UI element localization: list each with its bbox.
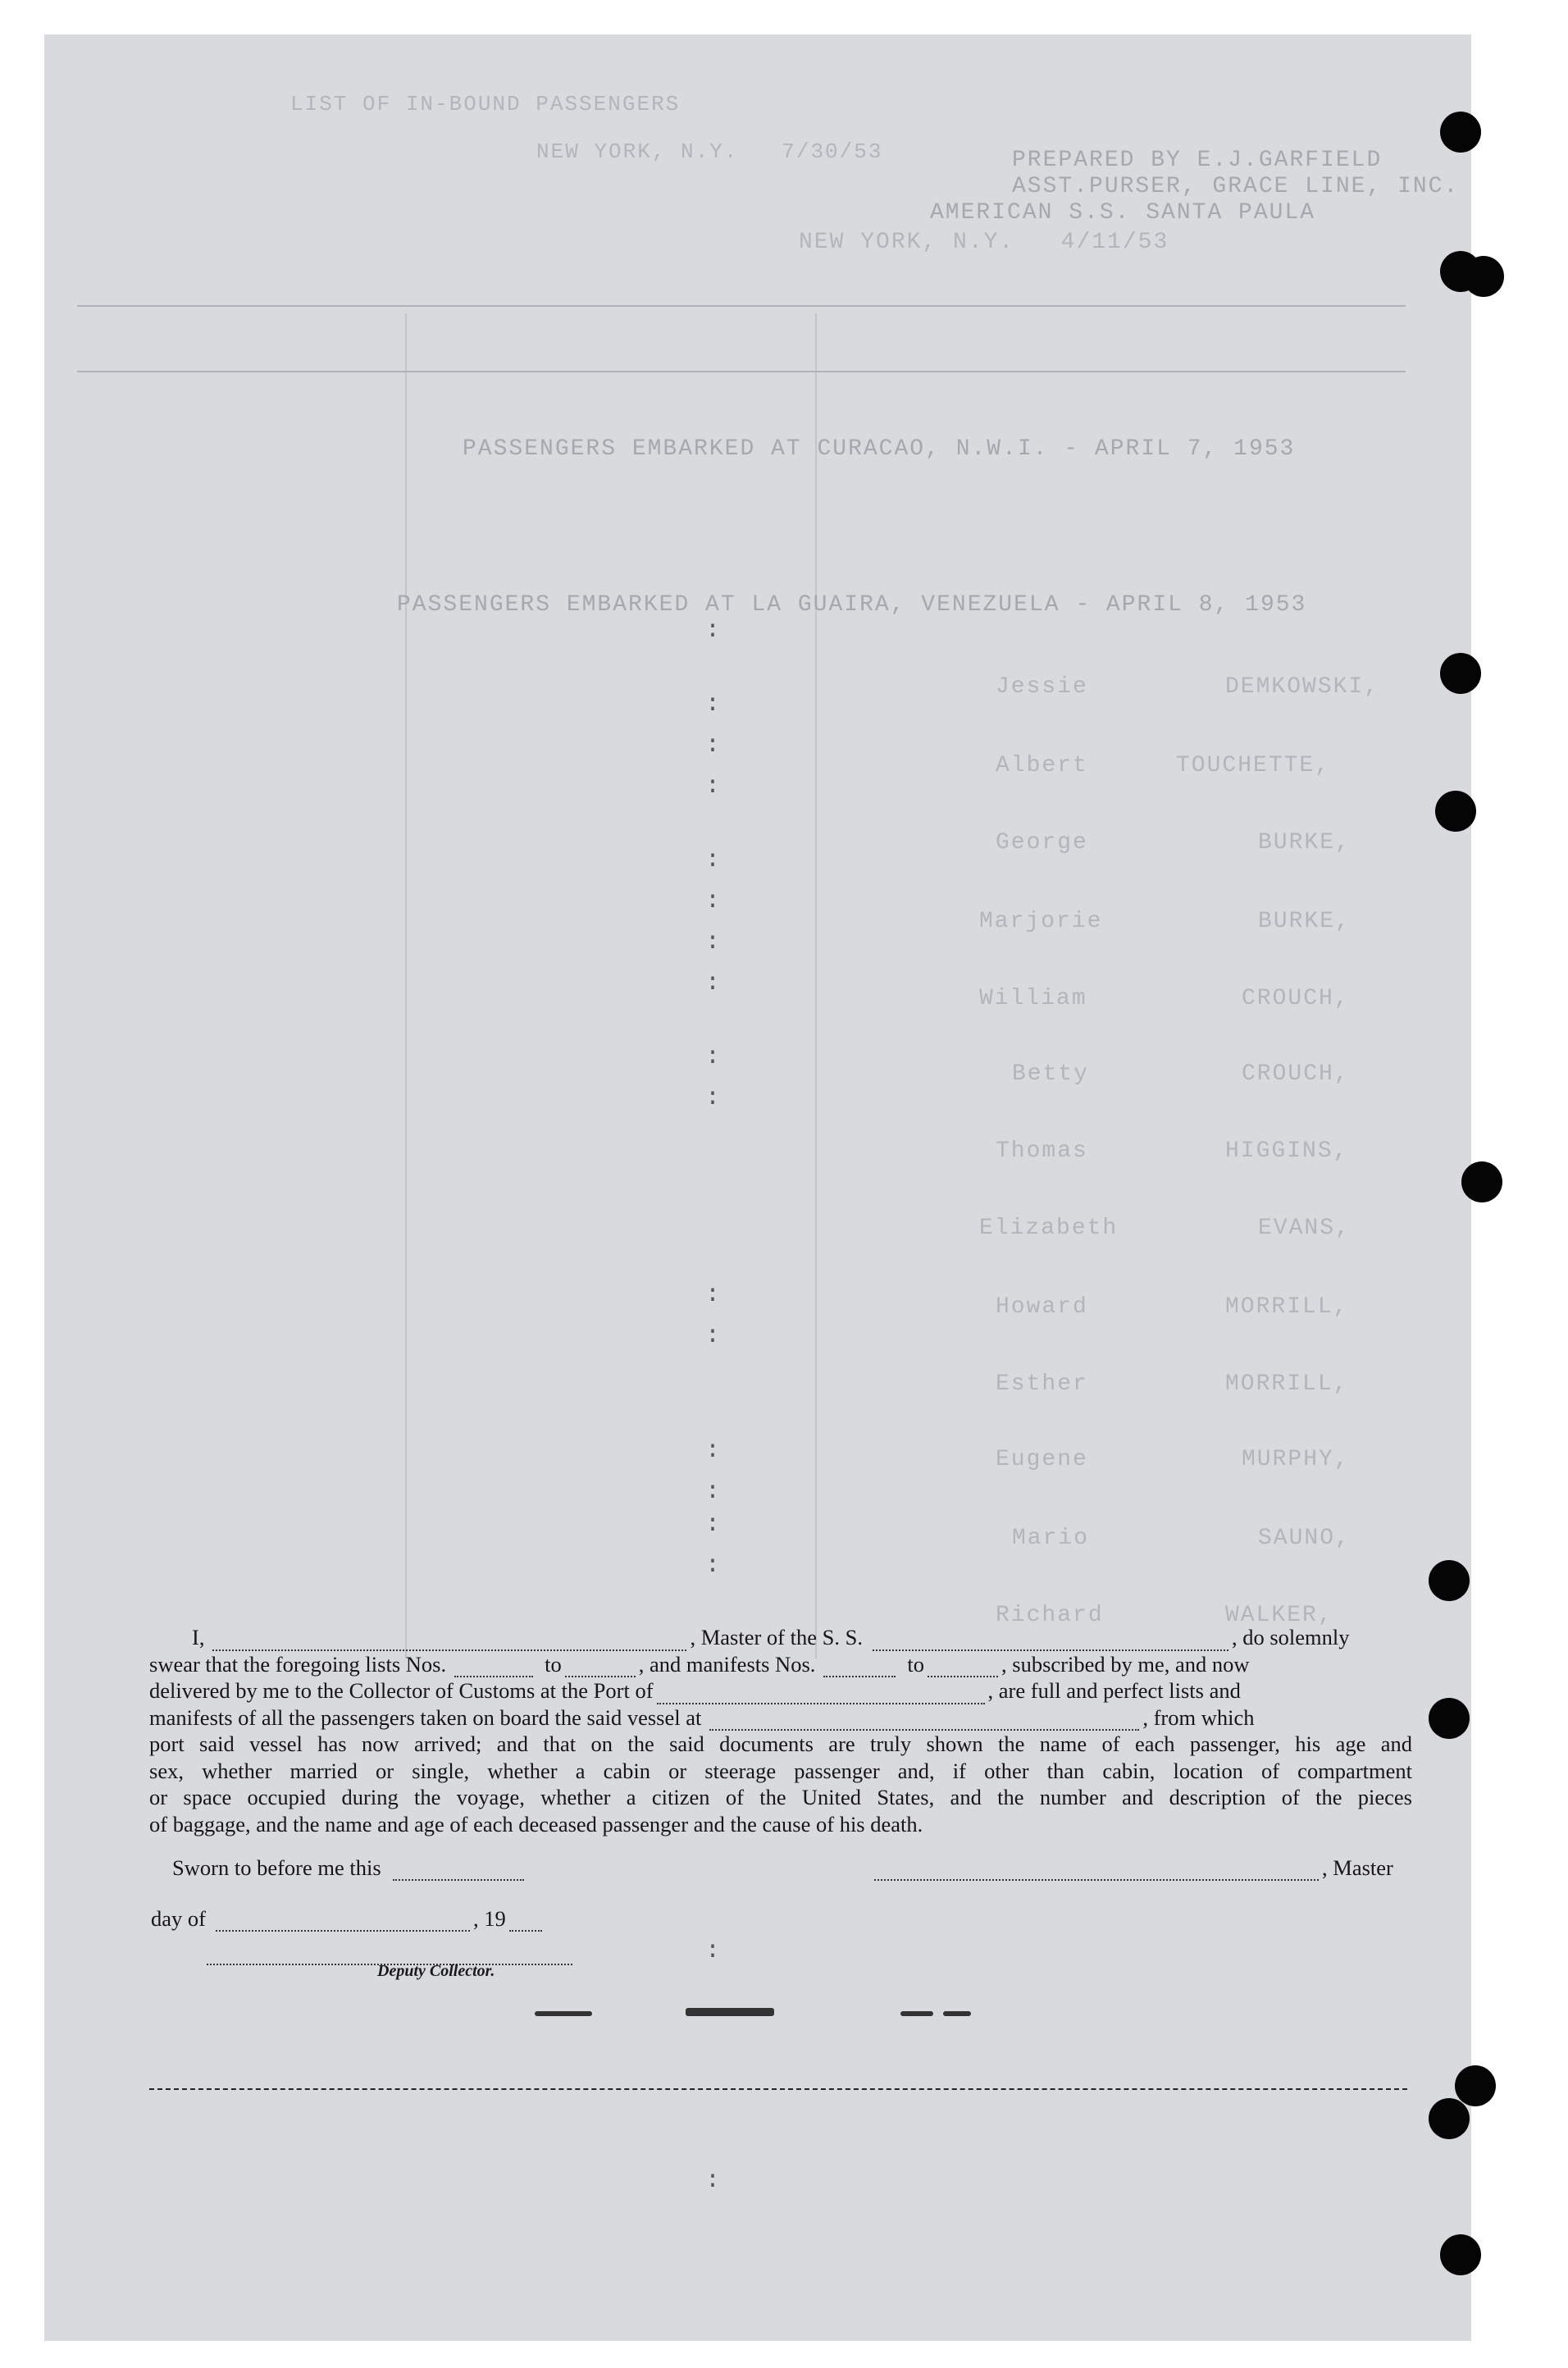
oath-text: , Master of the S. S. — [690, 1625, 863, 1649]
manifest-sheet — [44, 34, 1471, 2341]
colon-mark: : — [705, 1043, 721, 1071]
master-oath — [149, 1624, 1412, 1837]
ink-smudge — [686, 2008, 774, 2016]
day-blank[interactable] — [216, 1912, 470, 1932]
passenger-surname: BURKE, — [1258, 830, 1351, 855]
section-heading-2: PASSENGERS EMBARKED AT LA GUAIRA, VENEZUELA - APRIL 8, 1953 — [397, 592, 1307, 618]
day-line — [151, 1906, 545, 1932]
passenger-given: George — [996, 830, 1088, 855]
oath-text: , and manifests Nos. — [638, 1651, 816, 1677]
passenger-surname: EVANS, — [1258, 1216, 1351, 1241]
sworn-label: Sworn to before me this — [172, 1855, 381, 1880]
passenger-given: Richard — [996, 1603, 1104, 1628]
passenger-given: Elizabeth — [979, 1216, 1119, 1241]
passenger-given: Albert — [996, 753, 1088, 778]
colon-mark: : — [705, 970, 721, 997]
colon-mark: : — [705, 2167, 721, 2195]
colon-mark: : — [705, 1937, 721, 1965]
passenger-given: Betty — [1012, 1061, 1090, 1087]
punch-hole — [1440, 112, 1481, 153]
oath-text: sex, whether married or single, whether a cabin or steerage passenger and, if other than cabin, location of compartment — [149, 1758, 1412, 1783]
column-divider-1 — [405, 313, 407, 1659]
oath-text: delivered by me to the Collector of Customs at the Port of — [149, 1678, 654, 1703]
ink-smudge — [900, 2011, 933, 2016]
passenger-surname: HIGGINS, — [1225, 1138, 1349, 1164]
punch-hole — [1463, 256, 1504, 297]
passenger-surname: MURPHY, — [1242, 1447, 1350, 1472]
colon-mark: : — [705, 1281, 721, 1309]
punch-hole — [1455, 2065, 1496, 2106]
manifest-to-blank[interactable] — [928, 1658, 998, 1677]
day-of-label: day of — [151, 1906, 206, 1931]
passenger-given: Marjorie — [979, 909, 1103, 934]
punch-hole — [1440, 2234, 1481, 2275]
deputy-collector-label: Deputy Collector. — [377, 1962, 495, 1980]
oath-text: manifests of all the passengers taken on board the said vessel at — [149, 1704, 702, 1730]
passenger-surname: CROUCH, — [1242, 986, 1350, 1011]
section-heading-1: PASSENGERS EMBARKED AT CURACAO, N.W.I. - APRIL 7, 1953 — [463, 436, 1296, 462]
embark-port-blank[interactable] — [709, 1711, 1139, 1731]
passenger-given: Mario — [1012, 1526, 1090, 1551]
passenger-given: Thomas — [996, 1138, 1088, 1164]
oath-text: or space occupied during the voyage, whether a citizen of the United States, and the number and description of the pieces — [149, 1785, 1412, 1809]
punch-hole — [1429, 2098, 1470, 2139]
oath-line-1 — [149, 1624, 1412, 1651]
port-blank[interactable] — [657, 1685, 985, 1704]
colon-mark: : — [705, 1552, 721, 1580]
oath-line-3 — [149, 1677, 1412, 1704]
year-blank[interactable] — [509, 1912, 542, 1932]
oath-line-2 — [149, 1651, 1412, 1678]
master-label: , Master — [1322, 1855, 1393, 1880]
punch-hole — [1461, 1161, 1502, 1202]
oath-text: to — [545, 1651, 562, 1677]
header-line-1: LIST OF IN-BOUND PASSENGERS — [290, 92, 681, 116]
list-from-blank[interactable] — [454, 1658, 533, 1677]
colon-mark: : — [705, 1084, 721, 1112]
year-label: , 19 — [472, 1906, 506, 1931]
header-line-5: AMERICAN S.S. SANTA PAULA — [930, 200, 1316, 226]
passenger-surname: BURKE, — [1258, 909, 1351, 934]
passenger-given: Esther — [996, 1371, 1088, 1397]
sworn-line — [172, 1855, 527, 1881]
colon-mark: : — [705, 617, 721, 645]
passenger-surname: MORRILL, — [1225, 1294, 1349, 1320]
column-header-rule — [77, 371, 1406, 372]
master-signature-blank[interactable] — [874, 1861, 1319, 1881]
master-name-blank[interactable] — [212, 1631, 686, 1651]
oath-text: I, — [192, 1625, 205, 1649]
punch-hole — [1429, 1698, 1470, 1739]
colon-mark: : — [705, 1478, 721, 1506]
punch-hole — [1440, 653, 1481, 694]
ink-smudge — [535, 2011, 592, 2016]
vessel-name-blank[interactable] — [873, 1631, 1228, 1651]
oath-text: swear that the foregoing lists Nos. — [149, 1651, 447, 1677]
colon-mark: : — [705, 887, 721, 915]
list-to-blank[interactable] — [565, 1658, 636, 1677]
oath-text: to — [907, 1651, 925, 1677]
punch-hole — [1429, 1560, 1470, 1601]
passenger-surname: CROUCH, — [1242, 1061, 1350, 1087]
colon-mark: : — [705, 773, 721, 801]
colon-mark: : — [705, 732, 721, 760]
oath-text: , subscribed by me, and now — [1001, 1651, 1250, 1677]
bottom-divider — [149, 2088, 1407, 2090]
oath-text: , do solemnly — [1231, 1625, 1350, 1649]
header-line-3: PREPARED BY E.J.GARFIELD — [1012, 148, 1383, 173]
header-rule — [77, 305, 1406, 307]
column-divider-2 — [815, 313, 817, 1659]
manifest-from-blank[interactable] — [823, 1658, 896, 1677]
colon-mark: : — [705, 846, 721, 874]
header-line-6: NEW YORK, N.Y. 4/11/53 — [799, 230, 1169, 255]
punch-hole — [1435, 791, 1476, 832]
master-signature-line — [871, 1855, 1393, 1881]
oath-text: port said vessel has now arrived; and that on the said documents are truly shown the name of each passenger, his age and — [149, 1732, 1412, 1756]
colon-mark: : — [705, 691, 721, 719]
oath-text: , from which — [1142, 1704, 1255, 1730]
colon-mark: : — [705, 1511, 721, 1539]
oath-text: , are full and perfect lists and — [987, 1678, 1241, 1703]
ink-smudge — [943, 2011, 971, 2016]
header-line-4: ASST.PURSER, GRACE LINE, INC. — [1012, 174, 1460, 199]
passenger-surname: WALKER, — [1225, 1603, 1333, 1628]
oath-text: of baggage, and the name and age of each deceased passenger and the cause of his death. — [149, 1811, 923, 1836]
oath-line-4 — [149, 1704, 1412, 1732]
sworn-date-blank[interactable] — [393, 1861, 524, 1881]
colon-mark: : — [705, 1437, 721, 1465]
passenger-given: Jessie — [996, 674, 1088, 700]
passenger-surname: SAUNO, — [1258, 1526, 1351, 1551]
colon-mark: : — [705, 1322, 721, 1350]
passenger-given: Eugene — [996, 1447, 1088, 1472]
passenger-surname: MORRILL, — [1225, 1371, 1349, 1397]
passenger-surname: DEMKOWSKI, — [1225, 674, 1380, 700]
header-line-2: NEW YORK, N.Y. 7/30/53 — [536, 139, 883, 164]
passenger-surname: TOUCHETTE, — [1176, 753, 1331, 778]
passenger-given: Howard — [996, 1294, 1088, 1320]
colon-mark: : — [705, 928, 721, 956]
passenger-given: William — [979, 986, 1087, 1011]
